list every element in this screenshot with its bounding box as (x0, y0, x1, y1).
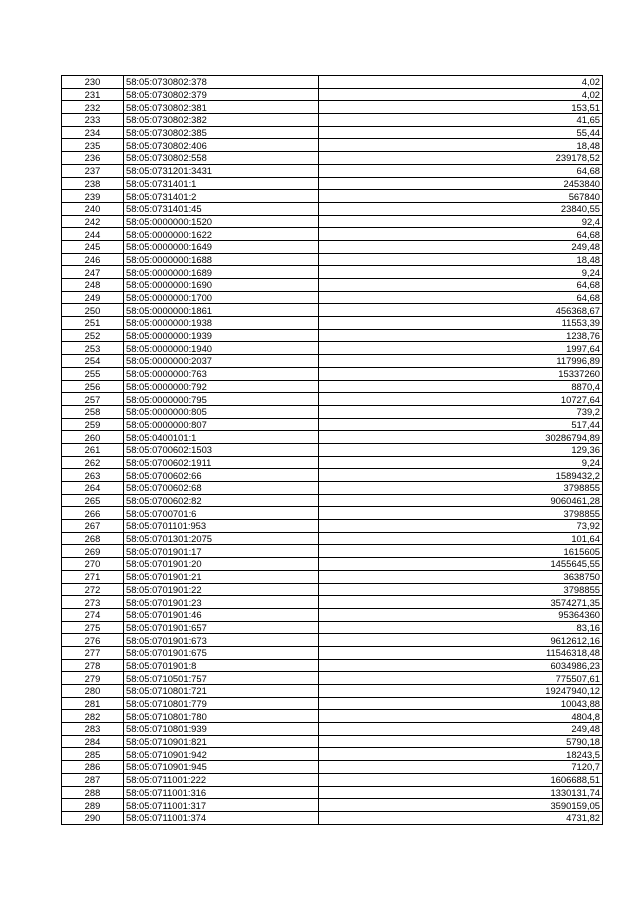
row-number: 282 (62, 710, 124, 723)
row-number: 233 (62, 114, 124, 127)
value-cell: 9,24 (319, 456, 603, 469)
cadastral-number: 58:05:0700701:6 (124, 507, 319, 520)
row-number: 260 (62, 431, 124, 444)
row-number: 236 (62, 152, 124, 165)
row-number: 255 (62, 367, 124, 380)
value-cell: 9612612,16 (319, 634, 603, 647)
cadastral-number: 58:05:0700602:66 (124, 469, 319, 482)
row-number: 251 (62, 317, 124, 330)
cadastral-number: 58:05:0000000:1938 (124, 317, 319, 330)
cadastral-number: 58:05:0000000:795 (124, 393, 319, 406)
cadastral-number: 58:05:0710801:779 (124, 697, 319, 710)
table-row (62, 266, 603, 279)
value-cell: 2453840 (319, 177, 603, 190)
cadastral-number: 58:05:0730802:382 (124, 114, 319, 127)
table-row (62, 177, 603, 190)
table-row (62, 76, 603, 89)
value-cell: 83,16 (319, 621, 603, 634)
table-row (62, 634, 603, 647)
value-cell: 15337260 (319, 367, 603, 380)
value-cell: 23840,55 (319, 202, 603, 215)
table-row (62, 431, 603, 444)
cadastral-number: 58:05:0711001:222 (124, 773, 319, 786)
row-number: 250 (62, 304, 124, 317)
table-row (62, 532, 603, 545)
cadastral-number: 58:05:0701101:953 (124, 520, 319, 533)
table-row (62, 304, 603, 317)
table-row (62, 253, 603, 266)
cadastral-number: 58:05:0730802:379 (124, 88, 319, 101)
cadastral-number: 58:05:0701901:23 (124, 596, 319, 609)
row-number: 269 (62, 545, 124, 558)
value-cell: 9060461,28 (319, 494, 603, 507)
row-number: 280 (62, 685, 124, 698)
row-number: 285 (62, 748, 124, 761)
cadastral-number: 58:05:0000000:2037 (124, 355, 319, 368)
table-row (62, 558, 603, 571)
value-cell: 5790,18 (319, 735, 603, 748)
value-cell: 30286794,89 (319, 431, 603, 444)
row-number: 235 (62, 139, 124, 152)
row-number: 274 (62, 608, 124, 621)
cadastral-number: 58:05:0711001:316 (124, 786, 319, 799)
row-number: 258 (62, 405, 124, 418)
table-row (62, 405, 603, 418)
cadastral-number: 58:05:0000000:763 (124, 367, 319, 380)
table-row (62, 126, 603, 139)
value-cell: 1238,76 (319, 329, 603, 342)
table-row (62, 215, 603, 228)
cadastral-number: 58:05:0730802:385 (124, 126, 319, 139)
cadastral-number: 58:05:0000000:1649 (124, 240, 319, 253)
table-row (62, 279, 603, 292)
table-row (62, 494, 603, 507)
table-row (62, 735, 603, 748)
cadastral-number: 58:05:0711001:374 (124, 811, 319, 824)
table-row (62, 646, 603, 659)
cadastral-number: 58:05:0400101:1 (124, 431, 319, 444)
row-number: 237 (62, 164, 124, 177)
cadastral-number: 58:05:0710801:721 (124, 685, 319, 698)
cadastral-number: 58:05:0700602:1911 (124, 456, 319, 469)
table-row (62, 342, 603, 355)
table-row (62, 672, 603, 685)
row-number: 247 (62, 266, 124, 279)
value-cell: 567840 (319, 190, 603, 203)
value-cell: 1615605 (319, 545, 603, 558)
cadastral-number: 58:05:0730802:558 (124, 152, 319, 165)
value-cell: 4731,82 (319, 811, 603, 824)
cadastral-number: 58:05:0000000:1940 (124, 342, 319, 355)
value-cell: 18,48 (319, 139, 603, 152)
row-number: 259 (62, 418, 124, 431)
row-number: 252 (62, 329, 124, 342)
row-number: 267 (62, 520, 124, 533)
value-cell: 775507,61 (319, 672, 603, 685)
value-cell: 4,02 (319, 76, 603, 89)
table-row (62, 545, 603, 558)
cadastral-number: 58:05:0710901:945 (124, 761, 319, 774)
value-cell: 11546318,48 (319, 646, 603, 659)
cadastral-number: 58:05:0701301:2075 (124, 532, 319, 545)
value-cell: 3574271,35 (319, 596, 603, 609)
value-cell: 4804,8 (319, 710, 603, 723)
row-number: 289 (62, 799, 124, 812)
cadastral-number: 58:05:0701901:21 (124, 570, 319, 583)
value-cell: 64,68 (319, 291, 603, 304)
table-row (62, 152, 603, 165)
cadastral-number: 58:05:0701901:657 (124, 621, 319, 634)
row-number: 248 (62, 279, 124, 292)
table-row (62, 685, 603, 698)
table-row (62, 520, 603, 533)
row-number: 230 (62, 76, 124, 89)
cadastral-number: 58:05:0000000:1622 (124, 228, 319, 241)
value-cell: 18243,5 (319, 748, 603, 761)
value-cell: 249,48 (319, 240, 603, 253)
value-cell: 1330131,74 (319, 786, 603, 799)
row-number: 246 (62, 253, 124, 266)
cadastral-number: 58:05:0000000:1939 (124, 329, 319, 342)
row-number: 290 (62, 811, 124, 824)
cadastral-number: 58:05:0731401:2 (124, 190, 319, 203)
value-cell: 3590159,05 (319, 799, 603, 812)
value-cell: 249,48 (319, 723, 603, 736)
table-row (62, 355, 603, 368)
value-cell: 1589432,2 (319, 469, 603, 482)
value-cell: 517,44 (319, 418, 603, 431)
row-number: 240 (62, 202, 124, 215)
table-row (62, 240, 603, 253)
row-number: 288 (62, 786, 124, 799)
row-number: 257 (62, 393, 124, 406)
row-number: 266 (62, 507, 124, 520)
row-number: 272 (62, 583, 124, 596)
cadastral-number: 58:05:0730802:406 (124, 139, 319, 152)
row-number: 232 (62, 101, 124, 114)
value-cell: 239178,52 (319, 152, 603, 165)
cadastral-number: 58:05:0731201:3431 (124, 164, 319, 177)
row-number: 244 (62, 228, 124, 241)
value-cell: 9,24 (319, 266, 603, 279)
cadastral-number: 58:05:0731401:1 (124, 177, 319, 190)
cadastral-number: 58:05:0000000:1700 (124, 291, 319, 304)
cadastral-number: 58:05:0000000:1689 (124, 266, 319, 279)
row-number: 253 (62, 342, 124, 355)
value-cell: 129,36 (319, 443, 603, 456)
table-row (62, 786, 603, 799)
cadastral-number: 58:05:0700602:68 (124, 482, 319, 495)
row-number: 242 (62, 215, 124, 228)
value-cell: 18,48 (319, 253, 603, 266)
table-row (62, 418, 603, 431)
value-cell: 73,92 (319, 520, 603, 533)
cadastral-number: 58:05:0710901:821 (124, 735, 319, 748)
value-cell: 3638750 (319, 570, 603, 583)
parcel-table-body (62, 76, 603, 825)
cadastral-number: 58:05:0730802:378 (124, 76, 319, 89)
cadastral-number: 58:05:0000000:792 (124, 380, 319, 393)
cadastral-number: 58:05:0701901:673 (124, 634, 319, 647)
value-cell: 1997,64 (319, 342, 603, 355)
row-number: 265 (62, 494, 124, 507)
row-number: 283 (62, 723, 124, 736)
cadastral-number: 58:05:0710901:942 (124, 748, 319, 761)
table-row (62, 583, 603, 596)
table-row (62, 380, 603, 393)
cadastral-number: 58:05:0701901:17 (124, 545, 319, 558)
cadastral-number: 58:05:0701901:22 (124, 583, 319, 596)
table-row (62, 799, 603, 812)
cadastral-number: 58:05:0711001:317 (124, 799, 319, 812)
row-number: 263 (62, 469, 124, 482)
value-cell: 11553,39 (319, 317, 603, 330)
row-number: 270 (62, 558, 124, 571)
row-number: 238 (62, 177, 124, 190)
value-cell: 6034986,23 (319, 659, 603, 672)
value-cell: 64,68 (319, 228, 603, 241)
table-row (62, 811, 603, 824)
table-row (62, 367, 603, 380)
row-number: 268 (62, 532, 124, 545)
row-number: 279 (62, 672, 124, 685)
value-cell: 456368,67 (319, 304, 603, 317)
cadastral-number: 58:05:0701901:20 (124, 558, 319, 571)
row-number: 245 (62, 240, 124, 253)
table-row (62, 329, 603, 342)
row-number: 256 (62, 380, 124, 393)
row-number: 273 (62, 596, 124, 609)
table-row (62, 570, 603, 583)
table-row (62, 228, 603, 241)
cadastral-number: 58:05:0701901:675 (124, 646, 319, 659)
value-cell: 8870,4 (319, 380, 603, 393)
row-number: 231 (62, 88, 124, 101)
table-row (62, 101, 603, 114)
table-row (62, 202, 603, 215)
table-row (62, 596, 603, 609)
cadastral-number: 58:05:0731401:45 (124, 202, 319, 215)
cadastral-number: 58:05:0000000:805 (124, 405, 319, 418)
row-number: 277 (62, 646, 124, 659)
value-cell: 101,64 (319, 532, 603, 545)
value-cell: 92,4 (319, 215, 603, 228)
table-row (62, 469, 603, 482)
value-cell: 3798855 (319, 507, 603, 520)
value-cell: 10727,64 (319, 393, 603, 406)
value-cell: 95364360 (319, 608, 603, 621)
table-row (62, 710, 603, 723)
row-number: 281 (62, 697, 124, 710)
value-cell: 41,65 (319, 114, 603, 127)
row-number: 264 (62, 482, 124, 495)
table-row (62, 88, 603, 101)
value-cell: 3798855 (319, 482, 603, 495)
table-row (62, 748, 603, 761)
table-row (62, 139, 603, 152)
cadastral-number: 58:05:0700602:1503 (124, 443, 319, 456)
cadastral-number: 58:05:0710501:757 (124, 672, 319, 685)
row-number: 278 (62, 659, 124, 672)
value-cell: 117996,89 (319, 355, 603, 368)
table-row (62, 697, 603, 710)
value-cell: 64,68 (319, 164, 603, 177)
value-cell: 739,2 (319, 405, 603, 418)
value-cell: 19247940,12 (319, 685, 603, 698)
row-number: 287 (62, 773, 124, 786)
table-row (62, 761, 603, 774)
table-row (62, 507, 603, 520)
cadastral-number: 58:05:0700602:82 (124, 494, 319, 507)
cadastral-number: 58:05:0000000:1520 (124, 215, 319, 228)
table-row (62, 190, 603, 203)
table-row (62, 393, 603, 406)
value-cell: 1606688,51 (319, 773, 603, 786)
row-number: 284 (62, 735, 124, 748)
row-number: 261 (62, 443, 124, 456)
table-row (62, 164, 603, 177)
row-number: 276 (62, 634, 124, 647)
cadastral-number: 58:05:0710801:939 (124, 723, 319, 736)
value-cell: 153,51 (319, 101, 603, 114)
table-row (62, 291, 603, 304)
table-row (62, 621, 603, 634)
table-row (62, 443, 603, 456)
row-number: 262 (62, 456, 124, 469)
table-row (62, 773, 603, 786)
table-row (62, 456, 603, 469)
parcel-table (61, 75, 603, 825)
value-cell: 3798855 (319, 583, 603, 596)
cadastral-number: 58:05:0000000:807 (124, 418, 319, 431)
table-row (62, 608, 603, 621)
value-cell: 10043,88 (319, 697, 603, 710)
cadastral-number: 58:05:0730802:381 (124, 101, 319, 114)
cadastral-number: 58:05:0710801:780 (124, 710, 319, 723)
table-row (62, 482, 603, 495)
cadastral-number: 58:05:0000000:1861 (124, 304, 319, 317)
cadastral-number: 58:05:0000000:1688 (124, 253, 319, 266)
value-cell: 55,44 (319, 126, 603, 139)
table-row (62, 659, 603, 672)
cadastral-number: 58:05:0701901:46 (124, 608, 319, 621)
value-cell: 7120,7 (319, 761, 603, 774)
table-row (62, 114, 603, 127)
row-number: 234 (62, 126, 124, 139)
value-cell: 1455645,55 (319, 558, 603, 571)
row-number: 286 (62, 761, 124, 774)
table-row (62, 317, 603, 330)
cadastral-number: 58:05:0701901:8 (124, 659, 319, 672)
cadastral-number: 58:05:0000000:1690 (124, 279, 319, 292)
value-cell: 4,02 (319, 88, 603, 101)
value-cell: 64,68 (319, 279, 603, 292)
row-number: 249 (62, 291, 124, 304)
row-number: 254 (62, 355, 124, 368)
table-row (62, 723, 603, 736)
row-number: 239 (62, 190, 124, 203)
row-number: 275 (62, 621, 124, 634)
row-number: 271 (62, 570, 124, 583)
